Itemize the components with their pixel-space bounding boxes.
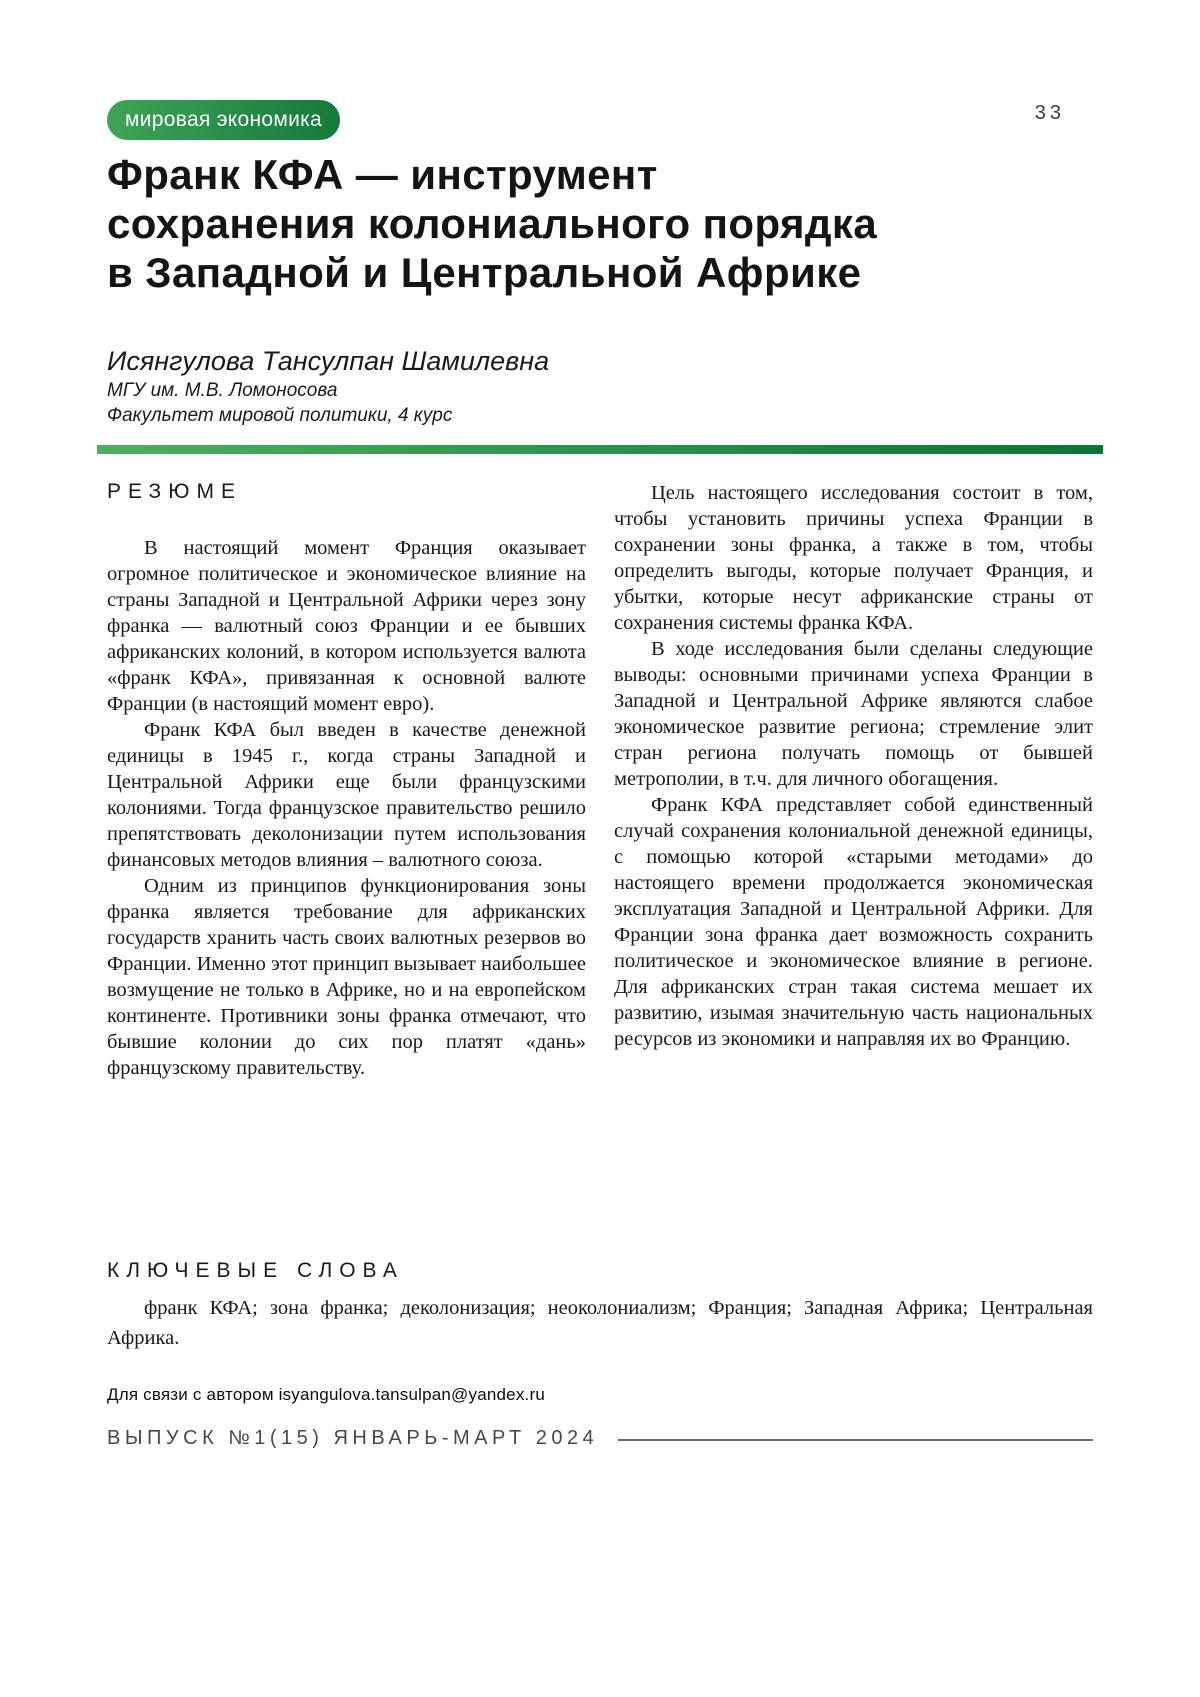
page-number: 33 bbox=[1034, 102, 1065, 124]
green-divider-rule bbox=[97, 445, 1103, 454]
keywords-heading: КЛЮЧЕВЫЕ СЛОВА bbox=[107, 1259, 404, 1282]
category-badge: мировая экономика bbox=[107, 100, 340, 140]
resume-paragraph: В настоящий момент Франция оказывает огромное политическое и экономическое влияние на страны Западной и Центральной Африки через зону франка — валютный союз Франции и ее бывших африканских колоний, в котором используется валюта «франк КФА», привязанная к основной валюте Франции (в настоящий момент евро). bbox=[107, 537, 586, 715]
resume-left-text bbox=[107, 535, 586, 1081]
abstract-left-column bbox=[107, 480, 586, 1081]
article-title bbox=[107, 150, 1093, 297]
article-title-line-2: сохранения колониального порядка bbox=[107, 200, 878, 247]
article-title-line-3: в Западной и Центральной Африке bbox=[107, 249, 862, 296]
resume-paragraph: В ходе исследования были сделаны следующие выводы: основными причинами успеха Франции в Западной и Центральной Африке являются слабое экономическое развитие региона; стремление элит стран региона получать помощь от бывшей метрополии, в т.ч. для личного обогащения. bbox=[614, 638, 1093, 790]
abstract-right-column bbox=[614, 480, 1093, 1081]
resume-right-text bbox=[614, 480, 1093, 1052]
abstract-columns bbox=[107, 480, 1093, 1081]
author-contact-line: Для связи с автором isyangulova.tansulpan@yandex.ru bbox=[107, 1385, 545, 1404]
author-name: Исянгулова Тансулпан Шамилевна bbox=[107, 346, 550, 376]
article-title-line-1: Франк КФА — инструмент bbox=[107, 151, 658, 198]
resume-heading: РЕЗЮМЕ bbox=[107, 480, 242, 503]
page-footer bbox=[107, 1427, 1093, 1450]
page-header bbox=[107, 100, 1093, 140]
resume-paragraph: Цель настоящего исследования состоит в том, чтобы установить причины успеха Франции в сохранении зоны франка, а также в том, чтобы определить выгоды, которые получает Франция, и убытки, которые несут африканские страны от сохранения системы франка КФА. bbox=[614, 482, 1093, 634]
issue-label: ВЫПУСК №1(15) ЯНВАРЬ-МАРТ 2024 bbox=[107, 1427, 599, 1449]
author-block bbox=[107, 345, 1093, 428]
author-department: Факультет мировой политики, 4 курс bbox=[107, 405, 453, 426]
resume-paragraph: Франк КФА был введен в качестве денежной единицы в 1945 г., когда страны Западной и Центральной Африки еще были французскими колониями. Тогда французское правительство решило препятствовать деколонизации путем использования финансовых методов влияния – валютного союза. bbox=[107, 719, 586, 871]
keywords-text: франк КФА; зона франка; деколонизация; неоколониализм; Франция; Западная Африка; Центральная Африка. bbox=[107, 1297, 1093, 1349]
resume-paragraph: Франк КФА представляет собой единственный случай сохранения колониальной денежной единицы, с помощью которой «старыми методами» до настоящего времени продолжается экономическая эксплуатация Западной и Центральной Африки. Для Франции зона франка дает возможность сохранить политическое и экономическое влияние в регионе. Для африканских стран такая система мешает их развитию, изымая значительную часть национальных ресурсов из экономики и направляя их во Францию. bbox=[614, 794, 1093, 1050]
resume-paragraph: Одним из принципов функционирования зоны франка является требование для африканских государств хранить часть своих валютных резервов во Франции. Именно этот принцип вызывает наибольшее возмущение не только в Африке, но и на европейском континенте. Противники зоны франка отмечают, что бывшие колонии до сих пор платят «дань» французскому правительству. bbox=[107, 875, 586, 1079]
keywords-section bbox=[107, 1259, 1093, 1353]
author-affiliation: МГУ им. М.В. Ломоносова bbox=[107, 380, 338, 401]
footer-rule bbox=[618, 1439, 1093, 1441]
